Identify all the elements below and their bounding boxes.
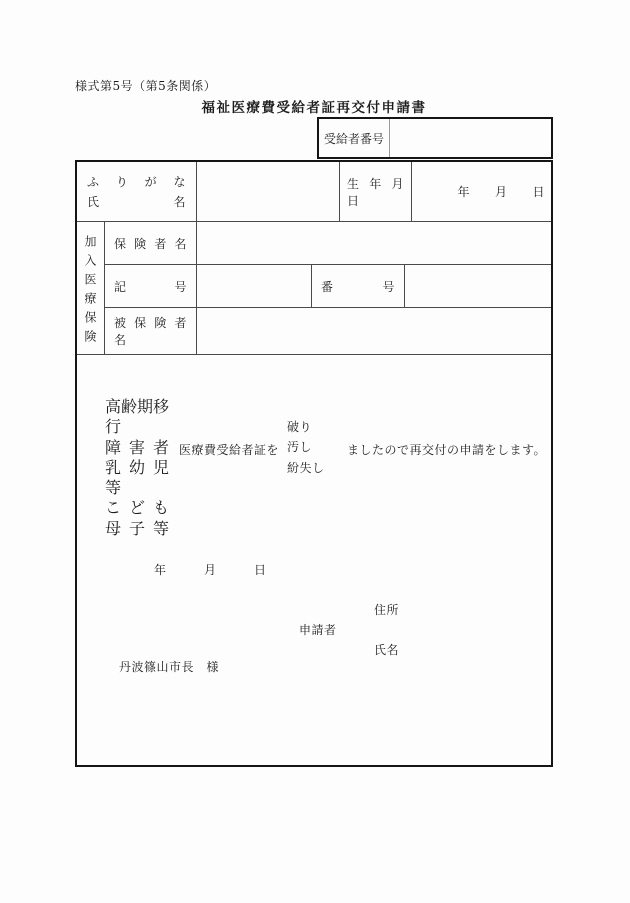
statement-box [77, 355, 551, 765]
insured-label: 被 保 険 者 名 [114, 316, 187, 347]
address-label: 住所 [374, 603, 400, 617]
recipient-number-label: 受給者番号 [319, 119, 390, 157]
birthdate-label-cell [340, 162, 412, 222]
category-item: 障 害 者 [105, 437, 169, 457]
recipient-number-field [390, 119, 551, 157]
certificate-object-text: 医療費受給者証を [179, 443, 280, 457]
reason-item: 汚し [287, 440, 313, 455]
birthdate-label: 生 年 月 日 [347, 176, 404, 208]
number-label-cell [312, 265, 405, 308]
insured-label-cell [105, 308, 197, 355]
category-item: こ ど も [105, 498, 169, 518]
name-field [197, 162, 340, 222]
furigana-label: ふ り が な [87, 174, 186, 189]
page-title: 福祉医療費受給者証再交付申請書 [201, 100, 427, 116]
application-date: 年 月 日 [154, 563, 267, 577]
category-item: 乳 幼 児 等 [105, 457, 169, 498]
applicant-name-label: 氏名 [374, 643, 400, 657]
reason-list [287, 417, 325, 478]
name-label: 氏 名 [87, 194, 186, 209]
reason-item: 紛失し [287, 460, 325, 475]
insurer-label: 保 険 者 名 [114, 236, 187, 251]
birthdate-field: 年 月 日 [412, 162, 551, 222]
symbol-field [197, 265, 312, 308]
number-field [405, 265, 551, 308]
form-table [75, 160, 553, 767]
insurer-field [197, 222, 551, 265]
insurer-label-cell [105, 222, 197, 265]
insurance-group-label: 加入医療保険 [77, 222, 105, 355]
reason-item: 破り [287, 420, 313, 434]
furigana-name-label-cell [77, 162, 197, 222]
category-item: 高齢期移行 [105, 397, 170, 437]
number-label: 番 号 [321, 279, 395, 294]
addressee: 丹波篠山市長 様 [119, 660, 220, 674]
insured-field [197, 308, 551, 355]
recipient-number-box [317, 117, 553, 159]
symbol-label-cell [105, 265, 197, 308]
category-item: 母 子 等 [105, 518, 169, 538]
symbol-label: 記 号 [114, 279, 187, 294]
closing-text: ましたので再交付の申請をします。 [347, 443, 547, 457]
applicant-label: 申請者 [299, 623, 337, 637]
form-number: 様式第5号（第5条関係） [75, 79, 217, 93]
category-list [105, 397, 169, 539]
